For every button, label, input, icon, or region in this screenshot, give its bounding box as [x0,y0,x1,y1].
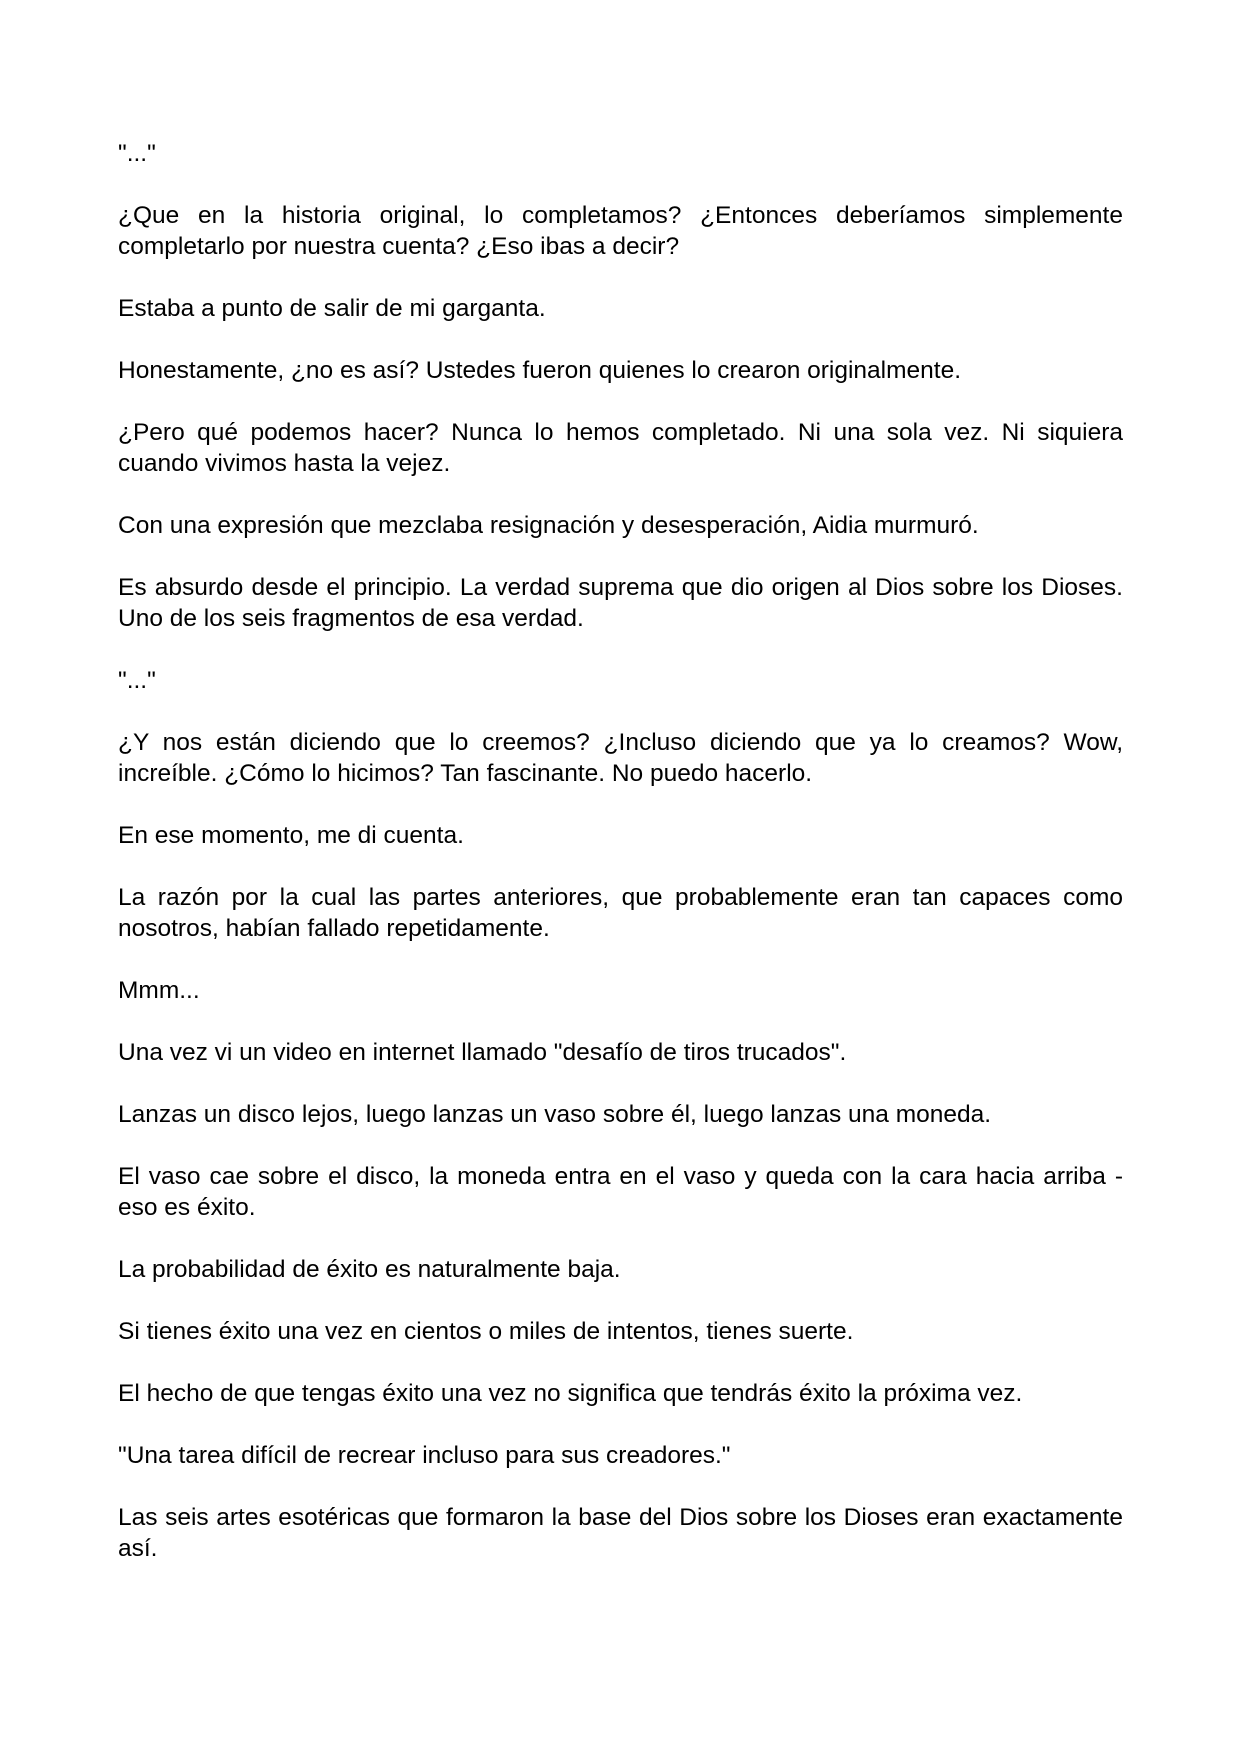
paragraph: Estaba a punto de salir de mi garganta. [118,295,546,322]
paragraph: Mmm... [118,977,200,1004]
paragraph: Una vez vi un video en internet llamado "desafío de tiros trucados". [118,1039,847,1066]
paragraph: Lanzas un disco lejos, luego lanzas un vaso sobre él, luego lanzas una moneda. [118,1101,992,1128]
paragraph: Las seis artes esotéricas que formaron la base del Dios sobre los Dioses eran exactamente así. [118,1504,1123,1562]
paragraph: La razón por la cual las partes anteriores, que probablemente eran tan capaces como nosotros, habían fallado repetidamente. [118,884,1123,942]
paragraph: La probabilidad de éxito es naturalmente baja. [118,1256,621,1283]
paragraph-ellipsis-1: "..." [118,140,156,167]
paragraph: ¿Que en la historia original, lo completamos? ¿Entonces deberíamos simplemente completarlo por nuestra cuenta? ¿Eso ibas a decir? [118,202,1123,260]
document-body [118,138,1123,1595]
paragraph: Si tienes éxito una vez en cientos o miles de intentos, tienes suerte. [118,1318,854,1345]
paragraph-quote: "Una tarea difícil de recrear incluso para sus creadores." [118,1442,731,1469]
paragraph: Con una expresión que mezclaba resignación y desesperación, Aidia murmuró. [118,512,979,539]
paragraph: En ese momento, me di cuenta. [118,822,464,849]
paragraph: ¿Pero qué podemos hacer? Nunca lo hemos completado. Ni una sola vez. Ni siquiera cuando vivimos hasta la vejez. [118,419,1123,477]
paragraph: El vaso cae sobre el disco, la moneda entra en el vaso y queda con la cara hacia arriba - eso es éxito. [118,1163,1123,1221]
paragraph: Honestamente, ¿no es así? Ustedes fueron quienes lo crearon originalmente. [118,357,962,384]
paragraph: Es absurdo desde el principio. La verdad suprema que dio origen al Dios sobre los Dioses. Uno de los seis fragmentos de esa verdad. [118,574,1123,632]
paragraph-ellipsis-2: "..." [118,667,156,694]
paragraph: ¿Y nos están diciendo que lo creemos? ¿Incluso diciendo que ya lo creamos? Wow, increíble. ¿Cómo lo hicimos? Tan fascinante. No puedo hacerlo. [118,729,1123,787]
paragraph: El hecho de que tengas éxito una vez no significa que tendrás éxito la próxima vez. [118,1380,1023,1407]
